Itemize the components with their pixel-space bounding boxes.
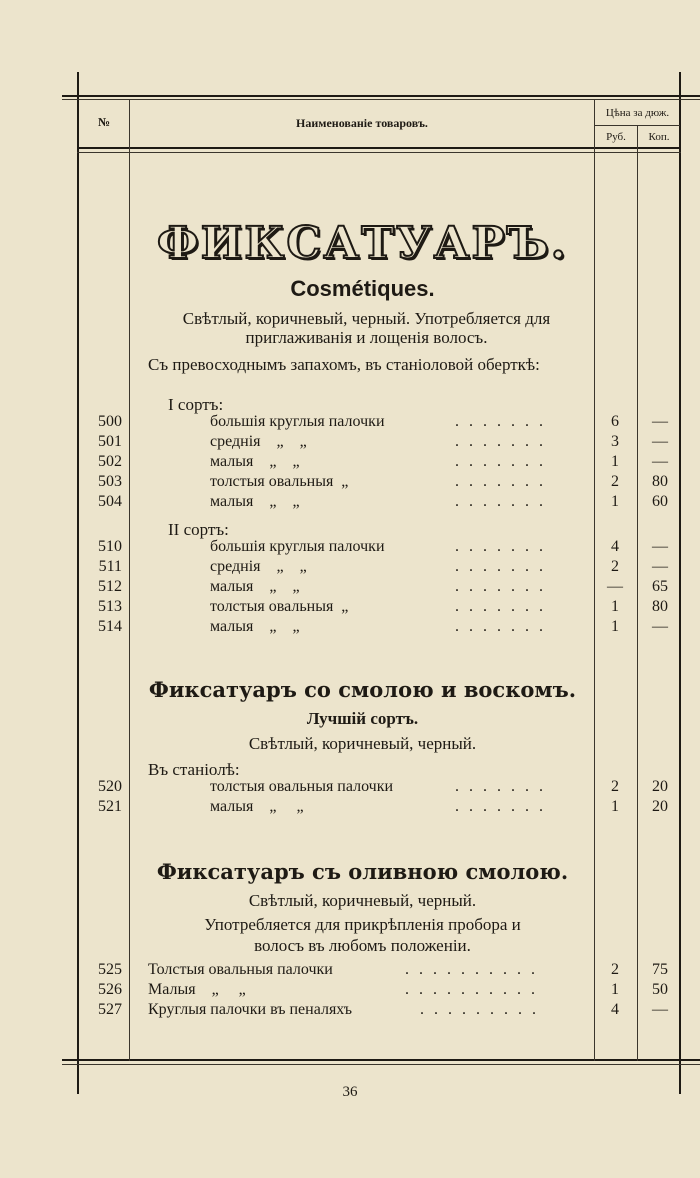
item-price-kop: — [652, 618, 668, 635]
leader-dots: . . . . . . . [455, 413, 543, 430]
leader-dots: . . . . . . . [455, 778, 543, 795]
item-price-kop: — [652, 413, 668, 430]
item-number: 526 [98, 981, 122, 998]
item-price-rub: 2 [611, 558, 619, 575]
leader-dots: . . . . . . . [455, 453, 543, 470]
item-price-rub: 1 [611, 493, 619, 510]
frame-top-line-2 [62, 99, 700, 100]
item-price-kop: — [652, 1001, 668, 1018]
section2-subtitle: Лучшій сортъ. [306, 709, 419, 728]
leader-dots: . . . . . . . [455, 433, 543, 450]
item-number: 512 [98, 578, 122, 595]
intro-packaging: Съ превосходнымъ запахомъ, въ станіоловой оберткѣ: [148, 355, 540, 374]
intro-text: Свѣтлый, коричневый, черный. Употребляется для приглаживанія и лощенія волосъ. [182, 309, 551, 347]
item-number: 514 [98, 618, 122, 635]
leader-dots: . . . . . . . [455, 798, 543, 815]
frame-bottom-line [62, 1059, 700, 1061]
header-rub: Руб. [606, 131, 626, 143]
frame-top-line [62, 95, 700, 97]
item-number: 520 [98, 778, 122, 795]
item-number: 513 [98, 598, 122, 615]
section2-title: Фиксатуаръ со смолою и воскомъ. [148, 677, 577, 702]
item-name: среднія „ „ [210, 558, 307, 575]
header-name: Наименованіе товаровъ. [296, 116, 428, 130]
item-number: 521 [98, 798, 122, 815]
leader-dots: . . . . . . . [455, 493, 543, 510]
price-header-divider [594, 125, 680, 126]
item-price-kop: 80 [652, 598, 668, 615]
item-price-rub: 1 [611, 453, 619, 470]
item-name: толстыя овальныя „ [210, 473, 349, 490]
section3-colors: Свѣтлый, коричневый, черный. [248, 891, 477, 910]
item-number: 527 [98, 1001, 122, 1018]
item-name: малыя „ „ [210, 453, 300, 470]
header-bottom-line-2 [77, 152, 681, 153]
item-price-rub: 1 [611, 618, 619, 635]
header-num: № [97, 115, 111, 129]
item-name: большія круглыя палочки [210, 413, 385, 430]
leader-dots: . . . . . . . [455, 618, 543, 635]
section3-use-line2: волосъ въ любомъ положеніи. [254, 936, 471, 955]
item-name: малыя „ „ [210, 618, 300, 635]
item-number: 501 [98, 433, 122, 450]
item-number: 504 [98, 493, 122, 510]
leader-dots: . . . . . . . [455, 578, 543, 595]
item-price-kop: — [652, 558, 668, 575]
leader-dots: . . . . . . . [455, 558, 543, 575]
item-price-kop: — [652, 538, 668, 555]
header-bottom-line [77, 147, 681, 149]
item-name: среднія „ „ [210, 433, 307, 450]
item-number: 500 [98, 413, 122, 430]
item-price-rub: — [607, 578, 623, 595]
leader-dots: . . . . . . . [455, 473, 543, 490]
frame-right-line [679, 72, 681, 1094]
subtitle: Cosmétiques. [290, 276, 435, 301]
leader-dots: . . . . . . . . . . [405, 961, 535, 978]
item-name: толстыя овальныя „ [210, 598, 349, 615]
item-number: 510 [98, 538, 122, 555]
item-name: большія круглыя палочки [210, 538, 385, 555]
item-price-rub: 3 [611, 433, 619, 450]
frame-bottom-line-2 [62, 1064, 700, 1065]
section3-title: Фиксатуаръ съ оливною смолою. [156, 859, 569, 884]
item-price-rub: 1 [611, 981, 619, 998]
item-price-rub: 4 [611, 538, 619, 555]
item-price-rub: 2 [611, 961, 619, 978]
item-price-rub: 6 [611, 413, 619, 430]
item-name: Круглыя палочки въ пеналяхъ [148, 1001, 352, 1018]
frame-left-line [77, 72, 79, 1094]
item-price-rub: 4 [611, 1001, 619, 1018]
item-number: 503 [98, 473, 122, 490]
item-name: Малыя „ „ [148, 981, 246, 998]
item-price-rub: 1 [611, 798, 619, 815]
item-price-rub: 2 [611, 778, 619, 795]
item-name: малыя „ „ [210, 493, 300, 510]
page-number: 36 [342, 1084, 358, 1100]
item-name: Толстыя овальныя палочки [148, 961, 333, 978]
item-price-kop: 65 [652, 578, 668, 595]
leader-dots: . . . . . . . . . [420, 1001, 536, 1018]
item-number: 502 [98, 453, 122, 470]
item-price-kop: 75 [652, 961, 668, 978]
header-kop: Коп. [648, 131, 670, 143]
leader-dots: . . . . . . . . . . [405, 981, 535, 998]
leader-dots: . . . . . . . [455, 598, 543, 615]
item-number: 511 [98, 558, 122, 575]
item-name: малыя „ „ [210, 578, 300, 595]
item-name: малыя „ „ [210, 798, 304, 815]
leader-dots: . . . . . . . [455, 538, 543, 555]
section2-pack: Въ станіолѣ: [148, 760, 240, 779]
item-price-kop: — [652, 433, 668, 450]
item-price-kop: 50 [652, 981, 668, 998]
item-price-kop: — [652, 453, 668, 470]
item-price-rub: 2 [611, 473, 619, 490]
item-name: толстыя овальныя палочки [210, 778, 394, 795]
item-price-kop: 60 [652, 493, 668, 510]
section3-use-line1: Употребляется для прикрѣпленія пробора и [204, 915, 521, 934]
item-number: 525 [98, 961, 122, 978]
item-price-kop: 80 [652, 473, 668, 490]
sort-2-label: II сортъ: [168, 520, 229, 539]
main-title: ФИКСАТУАРЪ. [157, 218, 568, 269]
item-price-kop: 20 [652, 798, 668, 815]
col-sep-rub-kop [637, 125, 638, 1061]
header-price: Цѣна за дюж. [605, 107, 670, 119]
item-price-kop: 20 [652, 778, 668, 795]
item-price-rub: 1 [611, 598, 619, 615]
sort-1-label: I сортъ: [168, 395, 224, 414]
section2-colors: Свѣтлый, коричневый, черный. [248, 734, 477, 753]
